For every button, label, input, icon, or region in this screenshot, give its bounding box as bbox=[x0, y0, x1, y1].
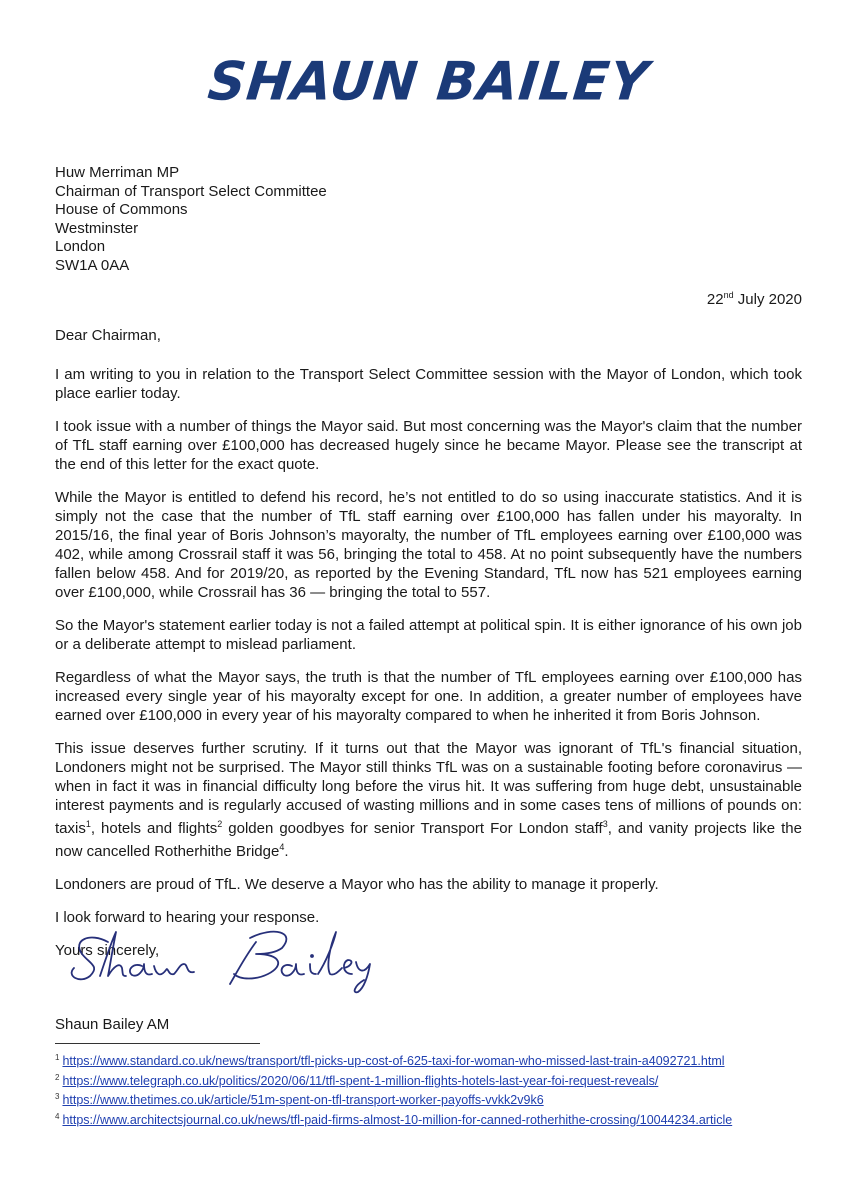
footnote-number: 1 bbox=[55, 1053, 60, 1062]
letter-body bbox=[55, 326, 802, 974]
letterhead-logo: SHAUN BAILEY bbox=[205, 51, 652, 113]
footnote-link[interactable]: https://www.thetimes.co.uk/article/51m-spent-on-tfl-transport-worker-payoffs-vvkk2v9k6 bbox=[62, 1093, 544, 1108]
footnote-4 bbox=[55, 1109, 747, 1129]
footnote-number: 4 bbox=[55, 1111, 60, 1121]
handwritten-signature bbox=[60, 918, 420, 998]
address-line: London bbox=[55, 238, 106, 255]
footnote-ref[interactable]: 2 bbox=[217, 819, 223, 829]
address-line: Chairman of Transport Select Committee bbox=[55, 182, 327, 200]
closing: Yours sincerely, bbox=[55, 942, 160, 959]
address-line: House of Commons bbox=[55, 201, 188, 218]
footnotes bbox=[55, 1050, 747, 1129]
footnote-ref[interactable]: 3 bbox=[602, 819, 608, 829]
greeting: Dear Chairman, bbox=[55, 327, 161, 344]
paragraph-8: I look forward to hearing your response. bbox=[55, 909, 320, 926]
paragraph-7: Londoners are proud of TfL. We deserve a Mayor who has the ability to manage it properly. bbox=[55, 876, 659, 893]
signatory-name: Shaun Bailey AM bbox=[55, 1016, 170, 1033]
footnote-number: 2 bbox=[55, 1072, 60, 1082]
address-line: SW1A 0AA bbox=[55, 256, 130, 274]
footnote-link[interactable]: https://www.telegraph.co.uk/politics/2020/06/11/tfl-spent-1-million-flights-hotels-last-year-foi-request-reveals/ bbox=[62, 1073, 659, 1088]
paragraph-4: So the Mayor's statement earlier today is not a failed attempt at political spin. It is either ignorance of his own job or a deliberate attempt to mislead parliament. bbox=[55, 617, 802, 653]
paragraph-2: I took issue with a number of things the Mayor said. But most concerning was the Mayor's claim that the number of TfL staff earning over £100,000 has decreased hugely since he became Mayor. Please see the transcript at the end of this letter for the exact quote. bbox=[55, 418, 802, 473]
paragraph-1: I am writing to you in relation to the Transport Select Committee session with the Mayor of London, which took place earlier today. bbox=[55, 366, 802, 402]
paragraph-6 bbox=[55, 739, 802, 861]
p6-text: , hotels and flights bbox=[90, 820, 218, 837]
paragraph-5: Regardless of what the Mayor says, the truth is that the number of TfL employees earning over £100,000 has increased every single year of his mayoralty except for one. In addition, a greater number of employees have earned over £100,000 in every year of his mayoralty compared to when he inherited it from Boris Johnson. bbox=[55, 669, 802, 724]
date-day: 22 bbox=[706, 291, 724, 308]
letter-date bbox=[707, 290, 802, 308]
p6-text: . bbox=[284, 843, 289, 860]
date-rest: July 2020 bbox=[733, 291, 802, 308]
footnote-1 bbox=[55, 1050, 747, 1070]
p6-text: , and vanity projects like the now cancelled Rotherhithe Bridge bbox=[55, 820, 802, 860]
footnote-divider bbox=[55, 1043, 260, 1044]
address-line: Huw Merriman MP bbox=[55, 164, 180, 181]
footnote-ref[interactable]: 4 bbox=[279, 842, 285, 852]
footnote-link[interactable]: https://www.standard.co.uk/news/transport/tfl-picks-up-cost-of-625-taxi-for-woman-who-missed-last-train-a4092721.html bbox=[62, 1054, 725, 1069]
p6-text: golden goodbyes for senior Transport For London staff bbox=[222, 820, 603, 837]
recipient-address bbox=[55, 164, 327, 275]
footnote-link[interactable]: https://www.architectsjournal.co.uk/news/tfl-paid-firms-almost-10-million-for-canned-rotherhithe-crossing/10044234.article bbox=[62, 1113, 733, 1128]
date-suffix: nd bbox=[723, 290, 734, 300]
paragraph-3: While the Mayor is entitled to defend his record, he’s not entitled to do so using inaccurate statistics. And it is simply not the case that the number of TfL staff earning over £100,000 has fallen under his mayoralty. In 2015/16, the final year of Boris Johnson’s mayoralty, the number of TfL employees earning over £100,000 was 402, while among Crossrail staff it was 56, bringing the total to 458. At no point subsequently have the numbers fallen below 458. And for 2019/20, as reported by the Evening Standard, TfL now has 521 employees earning over £100,000, while Crossrail has 36 — bringing the total to 557. bbox=[55, 489, 802, 601]
footnote-3 bbox=[55, 1089, 747, 1109]
footnote-ref[interactable]: 1 bbox=[85, 819, 91, 829]
address-line: Westminster bbox=[55, 219, 139, 237]
p6-text: This issue deserves further scrutiny. If it turns out that the Mayor was ignorant of TfL's financial situation, Londoners might not be surprised. The Mayor still thinks TfL was on a sustainable footing before coronavirus — when in fact it was in financial difficulty long before the virus hit. It was suffering from huge debt, unsustainable interest payments and is regularly accused of wasting millions and in some cases tens of millions of pounds on: taxis bbox=[55, 740, 802, 837]
footnote-number: 3 bbox=[55, 1092, 60, 1102]
footnote-2 bbox=[55, 1070, 747, 1090]
